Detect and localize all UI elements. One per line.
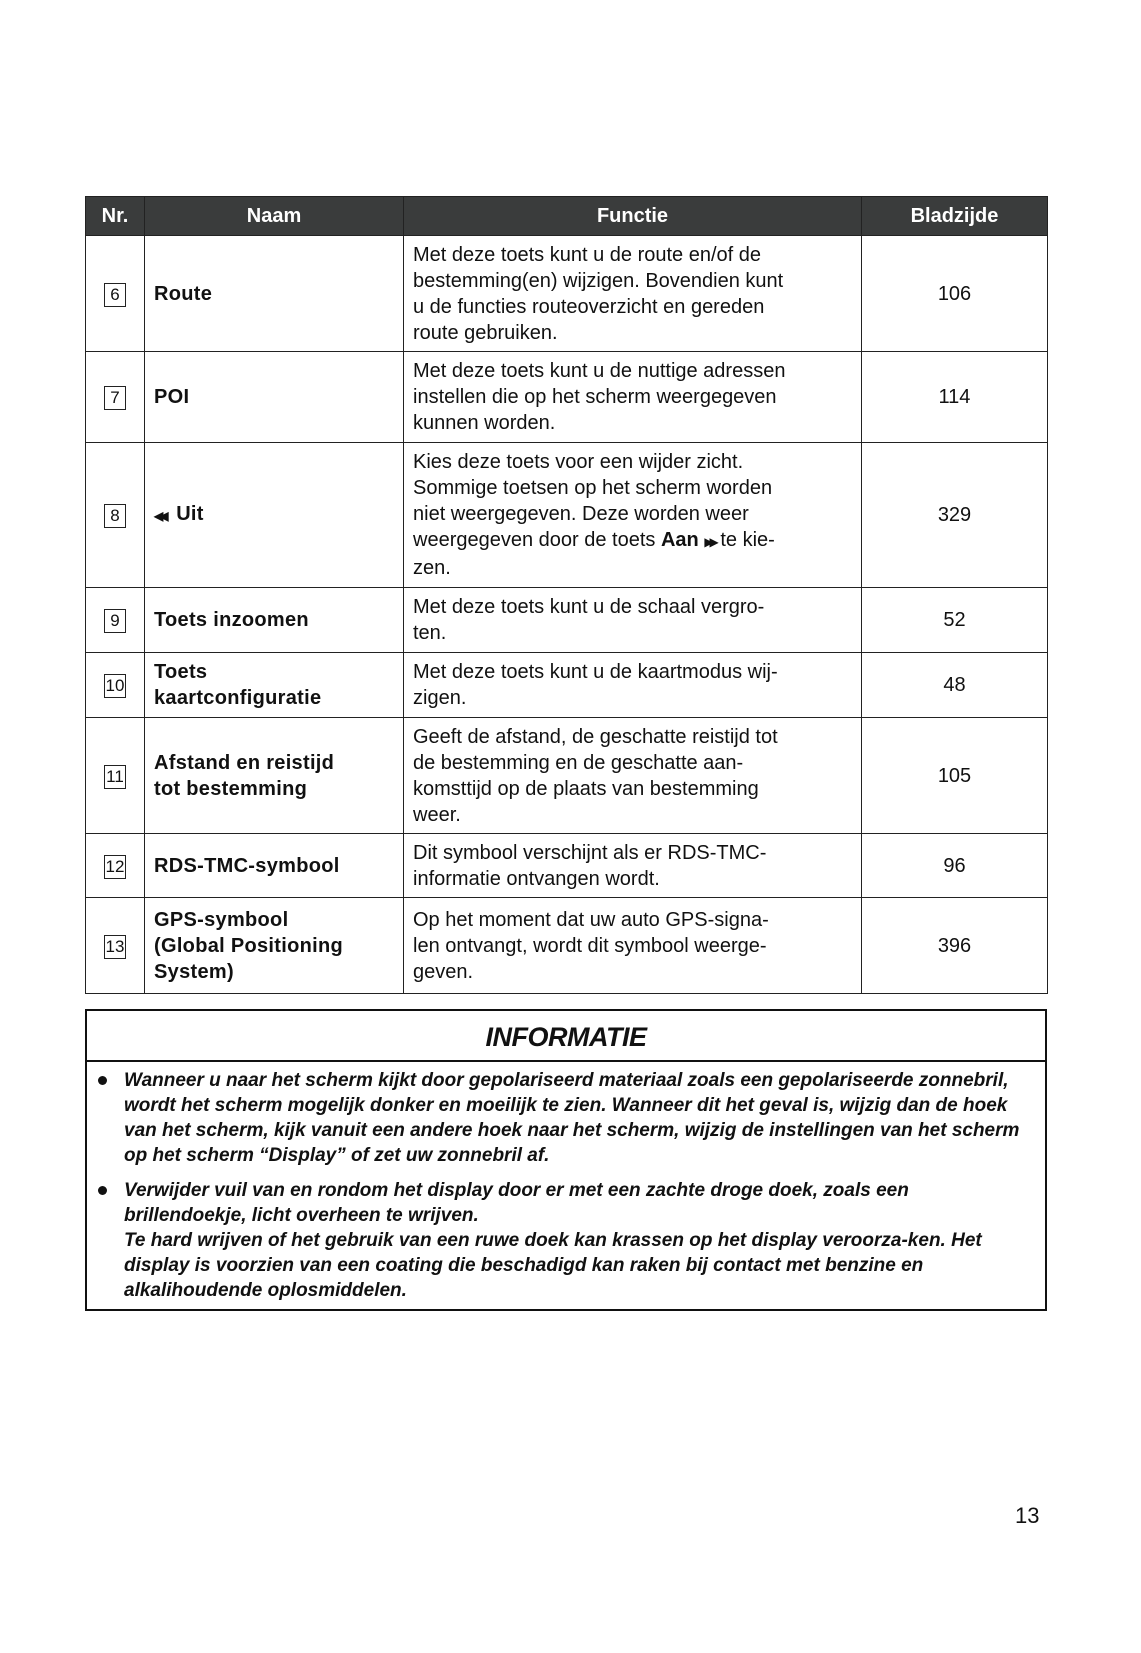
desc-line: Op het moment dat uw auto GPS-signa- bbox=[413, 908, 769, 931]
item-number: 10 bbox=[104, 674, 126, 698]
name-line: RDS-TMC-symbool bbox=[154, 854, 340, 877]
item-function bbox=[404, 834, 862, 898]
item-name bbox=[145, 236, 404, 352]
table-row bbox=[86, 588, 1048, 653]
desc-line: ten. bbox=[413, 622, 447, 644]
name-line: (Global Positioning bbox=[154, 934, 344, 957]
desc-line: Geeft de afstand, de geschatte reistijd tot bbox=[413, 725, 778, 748]
name-line: Toets inzoomen bbox=[154, 609, 309, 631]
item-number: 12 bbox=[104, 855, 126, 879]
item-number: 11 bbox=[104, 765, 126, 789]
table-row bbox=[86, 352, 1048, 443]
name-line: System) bbox=[154, 960, 234, 983]
name-line: Route bbox=[154, 282, 213, 305]
bullet-icon bbox=[98, 1186, 107, 1195]
header-bladzijde: Bladzijde bbox=[862, 197, 1048, 236]
bullet-icon bbox=[98, 1076, 107, 1085]
desc-line: u de functies routeoverzicht en gereden bbox=[413, 295, 765, 318]
item-page: 105 bbox=[862, 718, 1048, 834]
desc-line: Met deze toets kunt u de nuttige adressen bbox=[413, 360, 786, 382]
item-function bbox=[404, 352, 862, 443]
desc-line: route gebruiken. bbox=[413, 321, 558, 344]
table-row bbox=[86, 443, 1048, 588]
item-name bbox=[145, 898, 404, 994]
item-number: 8 bbox=[104, 504, 126, 528]
table-row bbox=[86, 834, 1048, 898]
desc-line: de bestemming en de geschatte aan- bbox=[413, 751, 744, 774]
item-page: 396 bbox=[862, 898, 1048, 994]
name-line: Toets bbox=[154, 661, 208, 683]
info-title: INFORMATIE bbox=[87, 1011, 1045, 1062]
table-row bbox=[86, 236, 1048, 352]
desc-line: instellen die op het scherm weergegeven bbox=[413, 386, 777, 408]
info-item: Verwijder vuil van en rondom het display door er met een zachte droge doek, zoals een brillendoekje, licht overheen te wrijven. Te hard wrijven of het gebruik van een ruwe doek kan krassen op het display veroorza-ken. Het display is voorzien van een coating die beschadigd kan raken bij contact met benzine en alkalihoudende oplosmiddelen. bbox=[124, 1178, 1027, 1303]
item-page: 96 bbox=[862, 834, 1048, 898]
name-line: GPS-symbool bbox=[154, 908, 289, 931]
desc-line: kunnen worden. bbox=[413, 412, 556, 434]
item-number: 13 bbox=[104, 935, 126, 959]
table-row bbox=[86, 718, 1048, 834]
item-name bbox=[145, 718, 404, 834]
desc-line: zigen. bbox=[413, 687, 467, 709]
header-nr: Nr. bbox=[86, 197, 145, 236]
desc-line: Met deze toets kunt u de schaal vergro- bbox=[413, 596, 765, 618]
name-line: Afstand en reistijd bbox=[154, 751, 335, 774]
item-name bbox=[145, 443, 404, 588]
header-functie: Functie bbox=[404, 197, 862, 236]
desc-line: Kies deze toets voor een wijder zicht. bbox=[413, 451, 744, 473]
desc-line: geven. bbox=[413, 960, 474, 983]
item-function: Kies deze toets voor een wijder zicht. Sommige toetsen op het scherm worden niet weergegeven. Deze worden weer weergegeven door de toets Aan ▶▶ te kie- zen. bbox=[404, 443, 862, 588]
page-number: 13 bbox=[1015, 1503, 1040, 1528]
fast-forward-icon: ▶▶ bbox=[704, 535, 715, 549]
item-page: 114 bbox=[862, 352, 1048, 443]
name-line: kaartconfiguratie bbox=[154, 687, 322, 709]
item-name bbox=[145, 588, 404, 653]
item-page: 106 bbox=[862, 236, 1048, 352]
item-function bbox=[404, 898, 862, 994]
item-number: 6 bbox=[104, 283, 126, 307]
item-function bbox=[404, 236, 862, 352]
desc-line: bestemming(en) wijzigen. Bovendien kunt bbox=[413, 269, 784, 292]
desc-line: Sommige toetsen op het scherm worden bbox=[413, 477, 773, 499]
name-line: Uit bbox=[176, 503, 204, 525]
desc-line: len ontvangt, wordt dit symbool weerge- bbox=[413, 934, 767, 957]
item-function bbox=[404, 653, 862, 718]
header-naam: Naam bbox=[145, 197, 404, 236]
item-name bbox=[145, 834, 404, 898]
table-row bbox=[86, 653, 1048, 718]
name-line: POI bbox=[154, 386, 190, 408]
item-page: 329 bbox=[862, 443, 1048, 588]
item-page: 52 bbox=[862, 588, 1048, 653]
desc-line: niet weergegeven. Deze worden weer bbox=[413, 503, 749, 525]
desc-line: informatie ontvangen wordt. bbox=[413, 867, 660, 890]
desc-line: Met deze toets kunt u de route en/of de bbox=[413, 243, 762, 266]
table-row bbox=[86, 898, 1048, 994]
item-number: 7 bbox=[104, 386, 126, 410]
item-function bbox=[404, 588, 862, 653]
item-name bbox=[145, 352, 404, 443]
function-table bbox=[85, 196, 1048, 994]
item-page: 48 bbox=[862, 653, 1048, 718]
item-function bbox=[404, 718, 862, 834]
desc-line: komsttijd op de plaats van bestemming bbox=[413, 777, 759, 800]
desc-line: weer. bbox=[413, 803, 461, 826]
rewind-icon: ◀◀ bbox=[154, 509, 165, 523]
desc-line: Met deze toets kunt u de kaartmodus wij- bbox=[413, 661, 778, 683]
item-number: 9 bbox=[104, 609, 126, 633]
table-header bbox=[86, 197, 1048, 236]
info-box bbox=[85, 1009, 1047, 1311]
name-line: tot bestemming bbox=[154, 777, 308, 800]
item-name bbox=[145, 653, 404, 718]
desc-line: Dit symbool verschijnt als er RDS-TMC- bbox=[413, 841, 767, 864]
info-item: Wanneer u naar het scherm kijkt door gepolariseerd materiaal zoals een gepolariseerde zonnebril, wordt het scherm mogelijk donker en moeilijk te zien. Wanneer dit het geval is, wijzig dan de hoek van het scherm, kijk vanuit een andere hoek naar het scherm, wijzig de instellingen van het scherm op het scherm “Display” of zet uw zonnebril af. bbox=[124, 1068, 1027, 1168]
